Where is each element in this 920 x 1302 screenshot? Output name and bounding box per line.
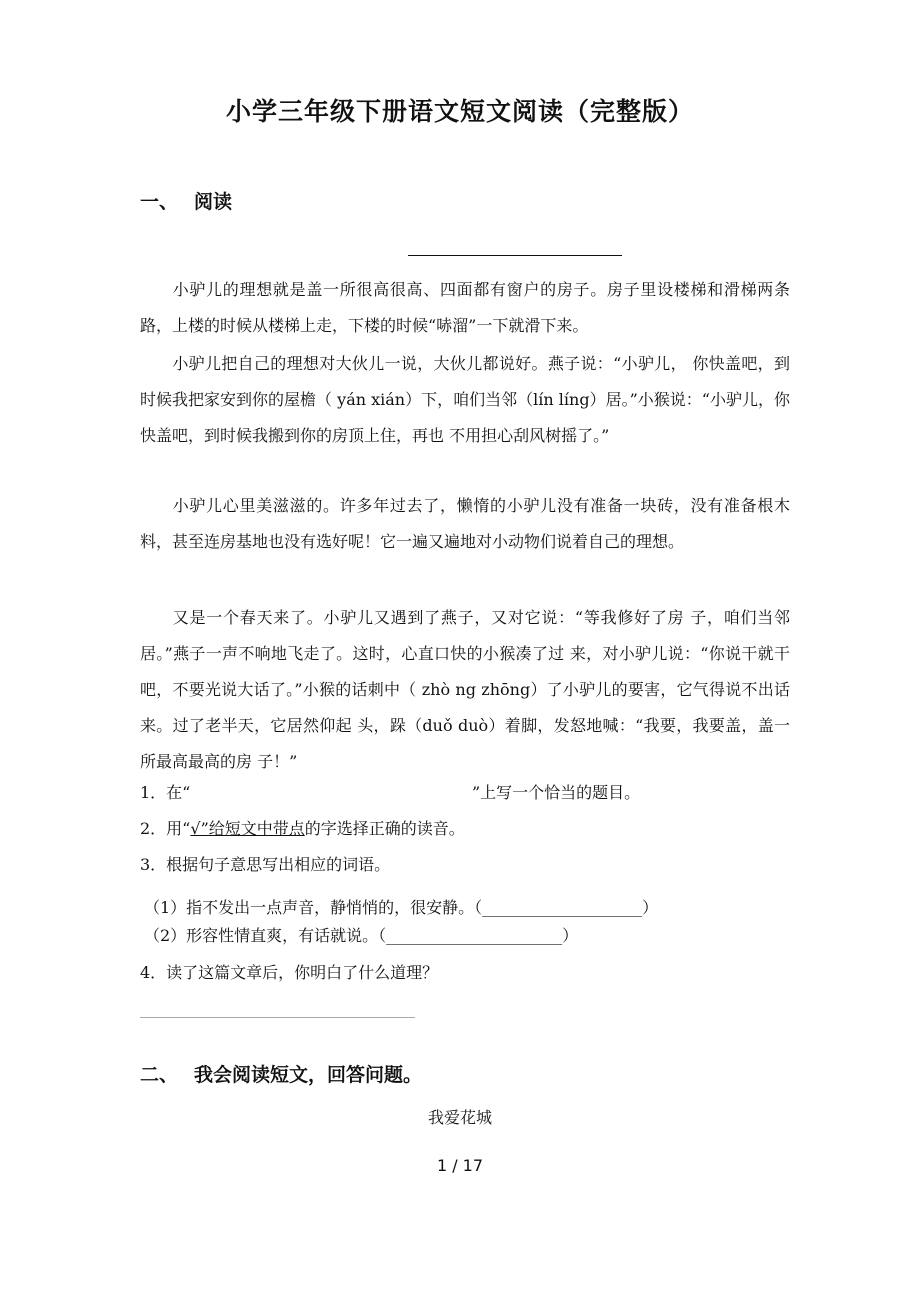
section-2-number: 二、 — [140, 1064, 179, 1086]
question-2-underlined: √”给短文中带点 — [190, 819, 305, 838]
question-3-2: （2）形容性情直爽，有话就说。（______________________） — [144, 926, 579, 945]
paragraph-2-text: 小驴儿把自己的理想对大伙儿一说，大伙儿都说好。燕子说：“小驴儿， 你快盖吧，到时候我把家安到你的屋檐（ yán xián）下，咱们当邻（lín líng）居。”小猴说：“小驴儿，你快盖吧，到时候我搬到你的房顶上住，再也 不用担心刮风树摇了。” — [140, 354, 790, 445]
page-title: 小学三年级下册语文短文阅读（完整版） — [225, 97, 694, 126]
paragraph-2 — [140, 346, 790, 454]
question-4: 4．读了这篇文章后，你明白了什么道理？ — [140, 963, 439, 982]
paragraph-1 — [140, 272, 790, 344]
title-blank-line — [408, 255, 622, 256]
section-1-number: 一、 — [140, 191, 179, 213]
paragraph-3-text: 小驴儿心里美滋滋的。许多年过去了，懒惰的小驴儿没有准备一块砖，没有准备根木料，甚至连房基地也没有选好呢！它一遍又遍地对小动物们说着自己的理想。 — [140, 496, 790, 551]
question-3-1: （1）指不发出一点声音，静悄悄的，很安静。（____________________） — [144, 898, 659, 917]
section-2-heading: 我会阅读短文，回答问题。 — [194, 1064, 423, 1086]
question-2 — [140, 816, 465, 839]
section-1-heading: 阅读 — [194, 191, 233, 213]
paragraph-4 — [140, 600, 790, 780]
paragraph-3 — [140, 488, 790, 560]
paragraph-1-text: 小驴儿的理想就是盖一所很高很高、四面都有窗户的房子。房子里设楼梯和滑梯两条路，上楼的时候从楼梯上走，下楼的时候“哧溜”一下就滑下来。 — [140, 280, 790, 335]
question-1-end: ”上写一个恰当的题目。 — [472, 783, 641, 802]
page-number: 1 / 17 — [436, 1156, 484, 1175]
question-2-prefix: 2．用“ — [140, 819, 191, 838]
question-3: 3．根据句子意思写出相应的词语。 — [140, 855, 391, 874]
question-1-start: 1．在“ — [140, 783, 191, 802]
paragraph-4-text: 又是一个春天来了。小驴儿又遇到了燕子，又对它说：“等我修好了房 子，咱们当邻居。”燕子一声不响地飞走了。这时，心直口快的小猴凑了过 来，对小驴儿说：“你说干就干吧，不要光说大话了。”小猴的话刺中（ zhò ng zhōng）了小驴儿的要害，它气得说不出话来。过了老半天，它居然仰起 头，跺（duǒ duò）着脚，发怒地喊：“我要，我要盖，盖一所最高最高的房 子！” — [140, 608, 790, 771]
passage-title: 我爱花城 — [427, 1108, 492, 1127]
question-2-suffix: 的字选择正确的读音。 — [304, 819, 465, 838]
answer-line — [140, 1017, 415, 1018]
